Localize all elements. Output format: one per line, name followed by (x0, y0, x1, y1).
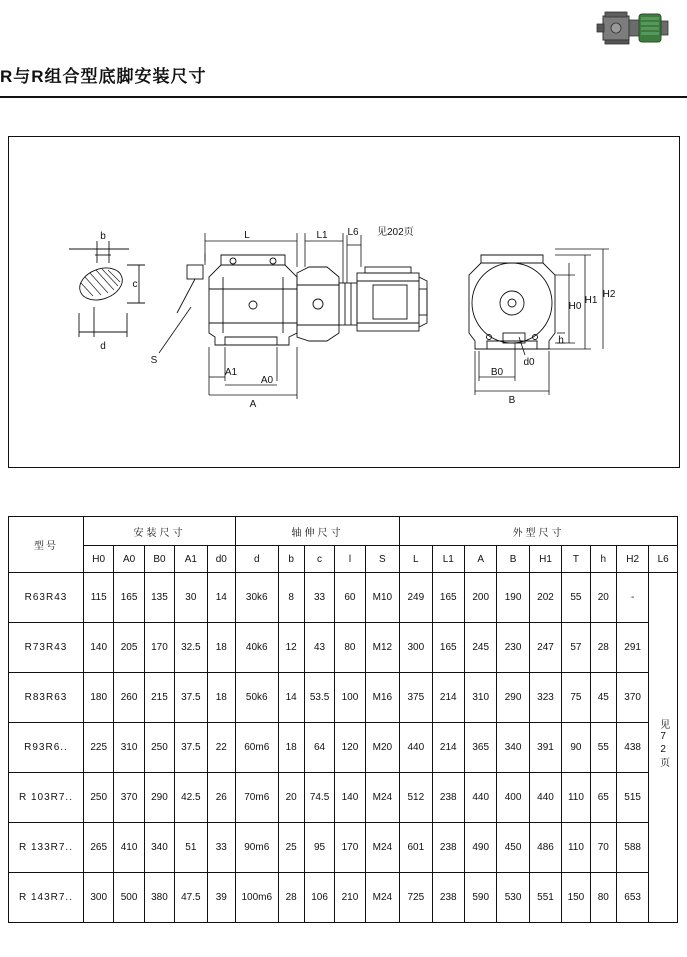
cell-T: 55 (562, 573, 590, 623)
cell-A: 245 (464, 623, 496, 673)
col-header-A: A (464, 546, 496, 573)
cell-A: 590 (464, 873, 496, 923)
cell-H2: 370 (616, 673, 648, 723)
cell-B: 450 (497, 823, 529, 873)
cell-A1: 32.5 (175, 623, 207, 673)
table-row (9, 573, 678, 623)
col-header-d: d (235, 546, 278, 573)
cell-L: 512 (400, 773, 432, 823)
cell-d: 30k6 (235, 573, 278, 623)
cell-b: 28 (278, 873, 304, 923)
cell-B0: 290 (144, 773, 174, 823)
label-d0: d0 (523, 357, 535, 368)
col-header-H2: H2 (616, 546, 648, 573)
col-header-l: l (335, 546, 365, 573)
cell-A0: 165 (114, 573, 144, 623)
cell-l: 140 (335, 773, 365, 823)
gear-unit-dimension-drawing (9, 137, 679, 465)
cell-model: R 133R7.. (9, 823, 84, 873)
cell-h: 70 (590, 823, 616, 873)
cell-L1: 238 (432, 773, 464, 823)
cell-h: 55 (590, 723, 616, 773)
cell-H0: 115 (83, 573, 113, 623)
cell-d: 50k6 (235, 673, 278, 723)
cell-H1: 486 (529, 823, 561, 873)
cell-A1: 37.5 (175, 723, 207, 773)
label-b: b (100, 231, 106, 242)
cell-d0: 18 (207, 673, 235, 723)
col-header-c: c (304, 546, 334, 573)
cell-T: 90 (562, 723, 590, 773)
cell-H0: 250 (83, 773, 113, 823)
technical-drawing-panel (8, 136, 680, 468)
cell-d0: 33 (207, 823, 235, 873)
side-view-assembly (177, 255, 427, 345)
cell-h: 28 (590, 623, 616, 673)
cell-h: 20 (590, 573, 616, 623)
cell-l: 80 (335, 623, 365, 673)
cell-H0: 265 (83, 823, 113, 873)
cell-L: 375 (400, 673, 432, 723)
cell-L1: 165 (432, 623, 464, 673)
cell-A0: 370 (114, 773, 144, 823)
col-header-L: L (400, 546, 432, 573)
gearbox-motor-icon (595, 4, 673, 52)
cell-model: R 143R7.. (9, 873, 84, 923)
group-header-outline: 外型尺寸 (400, 517, 678, 546)
title-divider (0, 96, 687, 98)
col-header-T: T (562, 546, 590, 573)
cell-T: 110 (562, 823, 590, 873)
cell-S: M24 (365, 773, 399, 823)
l6-note-text: 见72页 (657, 719, 669, 769)
cell-B0: 135 (144, 573, 174, 623)
group-header-shaft: 轴伸尺寸 (235, 517, 399, 546)
cell-A0: 410 (114, 823, 144, 873)
cell-S: M16 (365, 673, 399, 723)
table-row (9, 673, 678, 723)
cell-c: 43 (304, 623, 334, 673)
cell-H1: 247 (529, 623, 561, 673)
table-row (9, 723, 678, 773)
cell-b: 25 (278, 823, 304, 873)
cell-d0: 39 (207, 873, 235, 923)
cell-H2: 653 (616, 873, 648, 923)
cell-c: 53.5 (304, 673, 334, 723)
cell-A1: 51 (175, 823, 207, 873)
cell-B0: 250 (144, 723, 174, 773)
cell-L: 725 (400, 873, 432, 923)
cell-h: 80 (590, 873, 616, 923)
col-header-S: S (365, 546, 399, 573)
cell-S: M10 (365, 573, 399, 623)
cell-H2: 438 (616, 723, 648, 773)
cell-h: 45 (590, 673, 616, 723)
cell-S: M24 (365, 873, 399, 923)
cell-S: M24 (365, 823, 399, 873)
label-A0: A0 (260, 375, 274, 386)
cell-B0: 380 (144, 873, 174, 923)
cell-T: 57 (562, 623, 590, 673)
cell-S: M12 (365, 623, 399, 673)
label-page-ref: 见202页 (377, 227, 414, 238)
label-l-small: l (203, 253, 207, 264)
cell-S: M20 (365, 723, 399, 773)
col-header-H0: H0 (83, 546, 113, 573)
cell-H1: 202 (529, 573, 561, 623)
cell-A: 490 (464, 823, 496, 873)
cell-B: 230 (497, 623, 529, 673)
cell-b: 14 (278, 673, 304, 723)
cell-L1: 214 (432, 673, 464, 723)
cell-d: 70m6 (235, 773, 278, 823)
cell-H2: - (616, 573, 648, 623)
label-B0: B0 (490, 367, 504, 378)
label-B: B (508, 395, 516, 406)
cell-L1: 238 (432, 823, 464, 873)
col-header-h: h (590, 546, 616, 573)
col-header-L6: L6 (649, 546, 678, 573)
table-row (9, 773, 678, 823)
cell-H0: 140 (83, 623, 113, 673)
cell-L: 601 (400, 823, 432, 873)
label-L: L (244, 230, 250, 241)
cell-A1: 47.5 (175, 873, 207, 923)
cell-c: 106 (304, 873, 334, 923)
cell-B: 400 (497, 773, 529, 823)
cell-b: 12 (278, 623, 304, 673)
table-row (9, 873, 678, 923)
cell-l: 120 (335, 723, 365, 773)
label-L6: L6 (347, 227, 359, 238)
col-header-A0: A0 (114, 546, 144, 573)
label-A: A (249, 399, 257, 410)
col-header-H1: H1 (529, 546, 561, 573)
cell-B: 190 (497, 573, 529, 623)
cell-L1: 165 (432, 573, 464, 623)
cell-T: 110 (562, 773, 590, 823)
col-header-b: b (278, 546, 304, 573)
cell-B0: 215 (144, 673, 174, 723)
table-group-header-row (9, 517, 678, 546)
dimension-table-wrap (8, 516, 678, 923)
page-title: R与R组合型底脚安装尺寸 (0, 67, 207, 86)
cell-model: R 103R7.. (9, 773, 84, 823)
cell-B0: 170 (144, 623, 174, 673)
cell-L1: 238 (432, 873, 464, 923)
cell-model: R93R6.. (9, 723, 84, 773)
cell-H1: 440 (529, 773, 561, 823)
cell-l: 100 (335, 673, 365, 723)
cell-A: 365 (464, 723, 496, 773)
cell-model: R73R43 (9, 623, 84, 673)
cell-l: 170 (335, 823, 365, 873)
cell-c: 33 (304, 573, 334, 623)
cell-d: 60m6 (235, 723, 278, 773)
cell-A1: 30 (175, 573, 207, 623)
col-header-B0: B0 (144, 546, 174, 573)
col-header-model: 型号 (9, 517, 84, 573)
cell-d0: 18 (207, 623, 235, 673)
cell-A: 200 (464, 573, 496, 623)
cell-L: 440 (400, 723, 432, 773)
table-column-header-row (9, 546, 678, 573)
col-header-L1: L1 (432, 546, 464, 573)
group-header-mounting: 安装尺寸 (83, 517, 235, 546)
cell-H1: 391 (529, 723, 561, 773)
cell-A: 440 (464, 773, 496, 823)
cell-A0: 260 (114, 673, 144, 723)
cell-A1: 37.5 (175, 673, 207, 723)
cell-H2: 515 (616, 773, 648, 823)
cell-A0: 310 (114, 723, 144, 773)
cell-l: 210 (335, 873, 365, 923)
cell-H0: 300 (83, 873, 113, 923)
label-A1: A1 (224, 367, 238, 378)
cell-c: 74.5 (304, 773, 334, 823)
page-header (0, 0, 687, 62)
cell-d0: 22 (207, 723, 235, 773)
label-c: c (132, 279, 138, 290)
cell-H2: 291 (616, 623, 648, 673)
cell-d0: 26 (207, 773, 235, 823)
col-header-A1: A1 (175, 546, 207, 573)
cell-h: 65 (590, 773, 616, 823)
cell-c: 64 (304, 723, 334, 773)
label-H2: H2 (602, 289, 616, 300)
cell-d: 100m6 (235, 873, 278, 923)
cell-d: 90m6 (235, 823, 278, 873)
cell-T: 150 (562, 873, 590, 923)
cell-A0: 500 (114, 873, 144, 923)
cell-b: 8 (278, 573, 304, 623)
cell-A: 310 (464, 673, 496, 723)
cell-L: 249 (400, 573, 432, 623)
cell-H0: 180 (83, 673, 113, 723)
cell-b: 18 (278, 723, 304, 773)
label-H0: H0 (568, 301, 582, 312)
cell-A0: 205 (114, 623, 144, 673)
label-H1: H1 (584, 295, 598, 306)
front-view-assembly (469, 255, 555, 349)
cell-model: R63R43 (9, 573, 84, 623)
col-header-B: B (497, 546, 529, 573)
cell-d0: 14 (207, 573, 235, 623)
cell-L1: 214 (432, 723, 464, 773)
label-h: h (558, 335, 564, 346)
cell-B0: 340 (144, 823, 174, 873)
table-row (9, 823, 678, 873)
label-S: S (150, 355, 158, 366)
cell-model: R83R63 (9, 673, 84, 723)
cell-d: 40k6 (235, 623, 278, 673)
cell-L6-note (649, 573, 678, 923)
cell-H1: 323 (529, 673, 561, 723)
label-L1: L1 (316, 230, 328, 241)
cell-B: 530 (497, 873, 529, 923)
cell-B: 290 (497, 673, 529, 723)
label-d: d (100, 341, 106, 352)
cell-l: 60 (335, 573, 365, 623)
cell-b: 20 (278, 773, 304, 823)
cell-A1: 42.5 (175, 773, 207, 823)
cell-H0: 225 (83, 723, 113, 773)
cell-B: 340 (497, 723, 529, 773)
drawing-labels (100, 226, 616, 410)
cell-c: 95 (304, 823, 334, 873)
cell-T: 75 (562, 673, 590, 723)
cell-H2: 588 (616, 823, 648, 873)
col-header-d0: d0 (207, 546, 235, 573)
cell-L: 300 (400, 623, 432, 673)
dimension-table (8, 516, 678, 923)
table-row (9, 623, 678, 673)
cell-H1: 551 (529, 873, 561, 923)
